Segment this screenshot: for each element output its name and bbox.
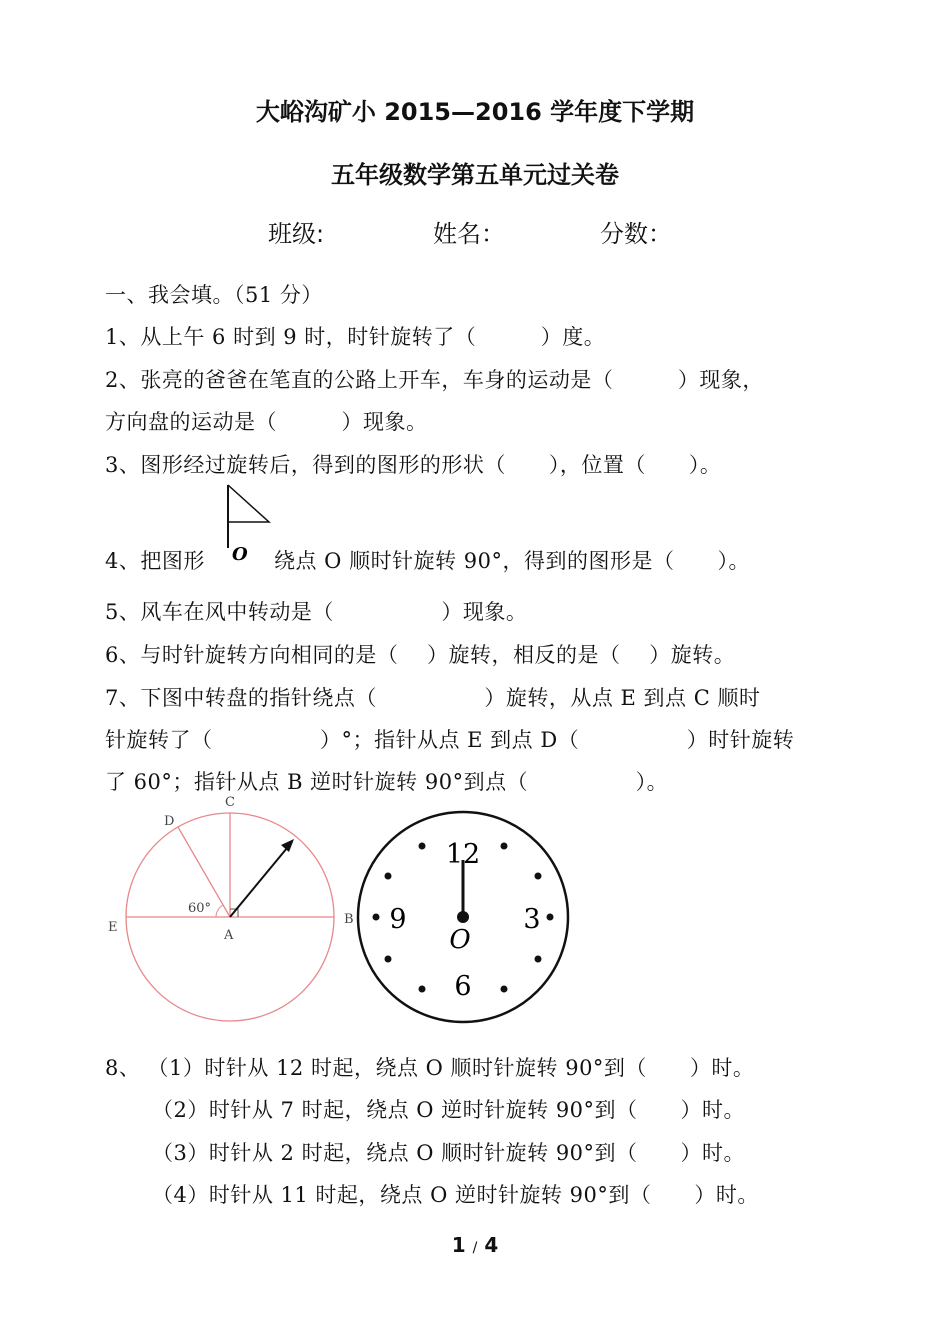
page-title: 大峪沟矿小 2015—2016 学年度下学期 [255,98,695,126]
question-7-line-3: 了 60°；指针从点 B 逆时针旋转 90°到点（ ）。 [105,770,669,794]
question-8-line-2: （2）时针从 7 时起，绕点 O 逆时针旋转 90°到（ ）时。 [152,1098,746,1122]
clock-center-label: O [449,925,471,955]
question-8-line-1: 8、 （1）时针从 12 时起，绕点 O 顺时针旋转 90°到（ ）时。 [105,1056,755,1080]
name-label: 姓名： [433,220,505,248]
flag-point-label: O [232,544,248,564]
clock-dot [535,956,542,963]
clock-number-9: 9 [389,904,407,935]
flag-triangle [228,485,269,522]
page-subtitle: 五年级数学第五单元过关卷 [331,161,619,189]
angle-label: 60° [188,901,212,916]
page-current: 1 [451,1233,466,1257]
flag-figure [222,480,274,564]
page-separator: / [472,1240,478,1256]
question-1: 1、从上午 6 时到 9 时，时针旋转了（ ）度。 [105,325,606,349]
clock-dot [385,956,392,963]
question-8-line-3: （3）时针从 2 时起，绕点 O 顺时针旋转 90°到（ ）时。 [152,1141,746,1165]
clock-number-6: 6 [454,971,472,1002]
angle-arc [216,905,223,917]
label-c: C [225,795,235,810]
question-7-line-2: 针旋转了（ ）°；指针从点 E 到点 D（ ）时针旋转 [105,728,795,752]
page-number [0,1233,950,1257]
question-2-line-1: 2、张亮的爸爸在笔直的公路上开车，车身的运动是（ ）现象， [105,368,764,392]
question-8-line-4: （4）时针从 11 时起，绕点 O 逆时针旋转 90°到（ ）时。 [152,1183,759,1207]
label-d: D [164,814,175,829]
question-6: 6、与时针旋转方向相同的是（ ）旋转，相反的是（ ）旋转。 [105,643,736,667]
clock-dot [535,873,542,880]
clock-dot [501,843,508,850]
clock-dot [419,843,426,850]
question-4-suffix: 绕点 O 顺时针旋转 90°，得到的图形是（ ）。 [274,549,750,573]
clock-figure [352,808,576,1028]
section-heading: 一、我会填。（51 分） [105,283,323,307]
page-total: 4 [484,1233,499,1257]
clock-dot [373,914,380,921]
pointer [230,842,292,917]
label-a: A [224,928,234,943]
clock-dot [419,986,426,993]
class-label: 班级: [268,220,325,248]
spinner-figure [100,790,360,1030]
clock-number-3: 3 [523,904,541,935]
clock-number-12: 12 [445,839,481,870]
clock-dot [501,986,508,993]
question-3: 3、图形经过旋转后，得到的图形的形状（ ），位置（ ）。 [105,453,722,477]
pointer-arrowhead [281,839,294,852]
label-e: E [108,920,118,935]
label-b: B [344,912,354,927]
score-label: 分数： [600,220,672,248]
clock-dot [385,873,392,880]
clock-dot [547,914,554,921]
question-7-line-1: 7、下图中转盘的指针绕点（ ）旋转，从点 E 到点 C 顺时 [105,686,761,710]
question-2-line-2: 方向盘的运动是（ ）现象。 [105,410,428,434]
clock-pivot [457,911,469,923]
question-4-prefix: 4、把图形 [105,549,205,573]
question-5: 5、风车在风中转动是（ ）现象。 [105,600,528,624]
